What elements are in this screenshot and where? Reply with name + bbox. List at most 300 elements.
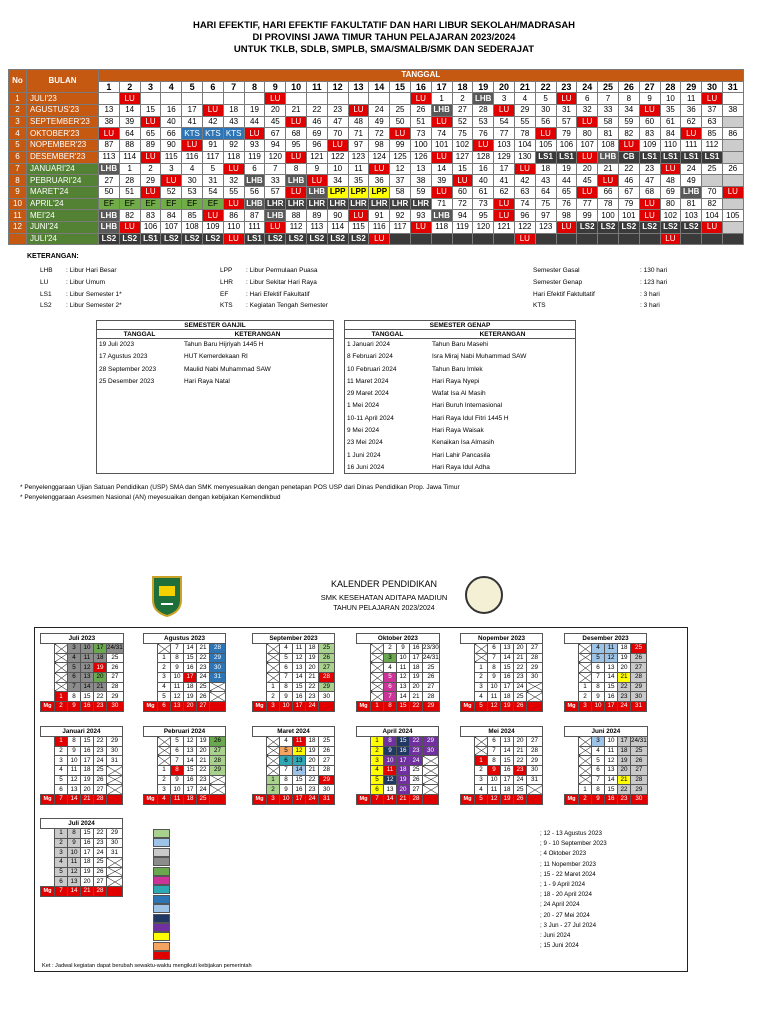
sunday-cell: 14 — [384, 795, 397, 805]
day-cell: 122 — [514, 221, 535, 233]
month-row — [9, 198, 744, 210]
day-cell: 65 — [556, 186, 577, 198]
day-cell: LS1 — [660, 151, 681, 163]
month-calendar — [460, 726, 543, 805]
date-cell — [107, 785, 123, 795]
date-cell: 12 — [171, 692, 184, 702]
day-cell: 106 — [140, 221, 161, 233]
day-cell: LS2 — [182, 233, 203, 245]
day-cell: LU — [286, 151, 307, 163]
month-name: SEPTEMBER'23 — [27, 116, 99, 128]
day-cell: 49 — [369, 116, 390, 128]
week-spacer — [357, 785, 371, 795]
day-cell: LHR — [265, 198, 286, 210]
day-cell: 110 — [223, 221, 244, 233]
day-cell: 103 — [494, 140, 515, 152]
sunday-cell: 28 — [94, 795, 107, 805]
day-cell: 125 — [390, 151, 411, 163]
day-cell: 10 — [327, 163, 348, 175]
day-header-16: 16 — [410, 81, 431, 93]
day-cell: 62 — [681, 116, 702, 128]
day-cell: 96 — [514, 210, 535, 222]
day-cell: 115 — [161, 151, 182, 163]
week-spacer — [357, 766, 371, 776]
sunday-cell — [423, 795, 439, 805]
day-cell — [722, 151, 743, 163]
date-cell: 11 — [605, 644, 618, 654]
day-cell: 45 — [577, 175, 598, 187]
date-cell: 2 — [55, 746, 68, 756]
day-cell: LS1 — [535, 151, 556, 163]
date-cell — [210, 785, 226, 795]
day-cell: LHB — [286, 175, 307, 187]
week-spacer — [41, 653, 55, 663]
day-header-9: 9 — [265, 81, 286, 93]
date-cell: 12 — [68, 775, 81, 785]
sunday-cell: 6 — [158, 702, 171, 712]
day-cell: 34 — [618, 105, 639, 117]
legend-desc: : Libur Sekitar Hari Raya — [246, 278, 317, 286]
month-calendar — [564, 633, 647, 712]
week-spacer — [41, 829, 55, 839]
date-cell: 3 — [384, 653, 397, 663]
date-cell: 29 — [631, 682, 647, 692]
day-cell — [202, 93, 223, 105]
date-cell: 18 — [618, 644, 631, 654]
date-cell: 23 — [306, 785, 319, 795]
date-cell: 7 — [384, 692, 397, 702]
holiday-date: 1 Juni 2024 — [347, 451, 381, 459]
day-cell: 20 — [577, 163, 598, 175]
day-cell: LHB — [99, 221, 120, 233]
date-cell: 3 — [592, 737, 605, 747]
day-cell: 47 — [327, 116, 348, 128]
day-cell: 15 — [140, 105, 161, 117]
day-cell: 108 — [182, 221, 203, 233]
date-cell: 8 — [592, 682, 605, 692]
day-cell: 89 — [140, 140, 161, 152]
date-cell: 24/31 — [423, 654, 439, 662]
day-cell — [473, 233, 494, 245]
sunday-cell: 14 — [68, 795, 81, 805]
date-cell: 11 — [488, 692, 501, 702]
sunday-cell: 8 — [384, 702, 397, 712]
day-cell: 35 — [348, 175, 369, 187]
day-cell: 123 — [348, 151, 369, 163]
semester-ganjil-table — [96, 320, 334, 474]
day-cell: 19 — [244, 105, 265, 117]
week-spacer — [41, 692, 55, 702]
day-cell: LU — [639, 105, 660, 117]
date-cell: 21 — [94, 682, 107, 692]
date-cell: 16 — [410, 644, 423, 654]
day-cell: 56 — [535, 116, 556, 128]
day-header-12: 12 — [327, 81, 348, 93]
date-cell: 24 — [514, 775, 527, 785]
day-header-2: 2 — [119, 81, 140, 93]
day-cell: 33 — [598, 105, 619, 117]
day-cell: 38 — [410, 175, 431, 187]
day-cell: LHB — [99, 210, 120, 222]
day-cell: LU — [223, 163, 244, 175]
day-cell: 99 — [577, 210, 598, 222]
day-cell: LS2 — [639, 221, 660, 233]
date-cell: 5 — [280, 746, 293, 756]
day-cell — [535, 233, 556, 245]
day-cell: LU — [140, 151, 161, 163]
date-cell: 22 — [618, 785, 631, 795]
day-cell — [390, 233, 411, 245]
date-cell: 11 — [293, 737, 306, 747]
week-spacer — [144, 756, 158, 766]
date-cell: 25 — [319, 737, 335, 747]
date-cell: 16 — [81, 746, 94, 756]
date-cell: 7 — [171, 756, 184, 766]
day-cell: LU — [369, 233, 390, 245]
date-cell: 26 — [423, 673, 440, 683]
week-spacer — [357, 682, 371, 692]
day-cell: 109 — [639, 140, 660, 152]
date-cell: 13 — [605, 663, 618, 673]
date-cell: 20 — [94, 673, 107, 683]
col-no-header: No — [9, 70, 27, 93]
day-cell: 91 — [369, 210, 390, 222]
date-cell: 16 — [293, 692, 306, 702]
day-cell: 36 — [681, 105, 702, 117]
ganjil-title: SEMESTER GANJIL — [97, 321, 333, 330]
day-cell: LS2 — [681, 221, 702, 233]
day-cell: LU — [618, 140, 639, 152]
sunday-cell: 29 — [423, 702, 440, 712]
day-cell: 31 — [202, 175, 223, 187]
day-cell: LU — [431, 151, 452, 163]
date-cell: 8 — [384, 737, 397, 747]
day-cell: 124 — [369, 151, 390, 163]
date-cell — [107, 867, 123, 877]
month-calendar — [143, 726, 226, 805]
sunday-cell: 21 — [81, 795, 94, 805]
sunday-cell: 7 — [55, 795, 68, 805]
holiday-desc: Hari Raya Waisak — [432, 427, 484, 435]
holiday-date: 1 Januari 2024 — [347, 341, 391, 348]
day-cell: LU — [306, 175, 327, 187]
month-name: APRIL'24 — [27, 198, 99, 210]
day-cell: LU — [494, 210, 515, 222]
date-cell: 15 — [184, 653, 197, 663]
date-cell: 16 — [501, 673, 514, 683]
week-spacer — [253, 663, 267, 673]
day-cell: LS1 — [639, 151, 660, 163]
day-cell: LHR — [390, 198, 411, 210]
month-title: Desember 2023 — [565, 634, 647, 644]
date-cell: 11 — [68, 858, 81, 868]
date-cell: 30 — [423, 746, 439, 756]
date-cell — [107, 775, 123, 785]
title-line-2: DI PROVINSI JAWA TIMUR TAHUN PELAJARAN 2023/2024 — [252, 32, 516, 43]
date-cell: 1 — [158, 766, 171, 776]
holiday-date: 29 Maret 2024 — [347, 390, 389, 398]
week-spacer — [565, 756, 579, 766]
date-cell: 29 — [423, 737, 439, 747]
day-cell: LHB — [681, 186, 702, 198]
date-cell: 15 — [501, 756, 514, 766]
day-cell: 54 — [494, 116, 515, 128]
day-cell: LU — [494, 105, 515, 117]
week-spacer — [357, 775, 371, 785]
week-spacer — [253, 644, 267, 654]
date-cell: 18 — [618, 746, 631, 756]
col-tanggal-header: TANGGAL — [99, 70, 744, 82]
day-cell: 77 — [577, 198, 598, 210]
legend-date: ; 3 Jun - 27 Jul 2024 — [540, 921, 597, 929]
day-cell: LU — [348, 210, 369, 222]
note-1: * Penyelenggaraan Ujian Satuan Pendidikan (USP) SMA dan SMK menyesuaikan dengan penetapan POS USP dari Dinas Pendidikan Prop. Jawa Timur — [20, 484, 460, 491]
sunday-label: Mg — [41, 702, 55, 712]
sunday-cell: 1 — [371, 702, 384, 712]
date-cell: 16 — [397, 746, 410, 756]
day-cell: 96 — [306, 140, 327, 152]
week-spacer — [565, 746, 579, 756]
day-cell: 56 — [244, 186, 265, 198]
date-cell — [371, 673, 384, 683]
date-cell: 13 — [184, 746, 197, 756]
date-cell: 14 — [501, 746, 514, 756]
day-cell: LU — [369, 163, 390, 175]
day-cell: LS2 — [119, 233, 140, 245]
day-cell: 64 — [119, 128, 140, 140]
date-cell: 1 — [579, 785, 592, 795]
day-cell: EF — [202, 198, 223, 210]
legend-date: ; 4 Oktober 2023 — [540, 850, 587, 858]
date-cell: 6 — [55, 785, 68, 795]
date-cell: 26 — [631, 653, 647, 663]
week-spacer — [253, 692, 267, 702]
month-row — [9, 128, 744, 140]
day-cell: 93 — [410, 210, 431, 222]
week-spacer — [357, 644, 371, 654]
day-cell: 27 — [99, 175, 120, 187]
calendar-school: SMK KESEHATAN ADITAPA MADIUN — [320, 593, 448, 602]
date-cell: 14 — [605, 673, 618, 683]
sunday-cell: 17 — [293, 795, 306, 805]
legend-code: Hari Efektif Faktultatif — [533, 290, 595, 298]
month-title: Juli 2024 — [41, 819, 123, 829]
sunday-cell: 10 — [280, 795, 293, 805]
day-cell — [598, 233, 619, 245]
day-cell — [639, 233, 660, 245]
month-calendar — [40, 633, 124, 712]
date-cell: 29 — [107, 692, 124, 702]
date-cell — [371, 663, 384, 673]
date-cell: 5 — [592, 756, 605, 766]
date-cell — [579, 766, 592, 776]
legend-swatch — [153, 904, 170, 913]
date-cell: 27 — [631, 766, 648, 776]
month-calendar — [252, 633, 335, 712]
date-cell: 23 — [514, 673, 527, 683]
day-cell: 74 — [431, 128, 452, 140]
legend-code: LS2 — [40, 302, 52, 310]
day-cell: 111 — [681, 140, 702, 152]
day-cell: 55 — [223, 186, 244, 198]
date-cell: 13 — [293, 756, 306, 766]
day-header-3: 3 — [140, 81, 161, 93]
day-header-22: 22 — [535, 81, 556, 93]
date-cell: 17 — [501, 682, 514, 692]
date-cell: 1 — [475, 663, 488, 673]
month-title: Nopember 2023 — [461, 634, 543, 644]
day-cell: 67 — [618, 186, 639, 198]
week-spacer — [461, 785, 475, 795]
day-cell: 103 — [681, 210, 702, 222]
week-spacer — [41, 756, 55, 766]
date-cell: 18 — [397, 766, 410, 776]
day-cell — [681, 233, 702, 245]
holiday-row — [97, 351, 333, 363]
day-cell: 129 — [494, 151, 515, 163]
day-cell: 122 — [327, 151, 348, 163]
day-cell: LU — [556, 221, 577, 233]
date-cell: 3 — [158, 785, 171, 795]
date-cell: 12 — [293, 653, 306, 663]
day-cell: 105 — [722, 210, 743, 222]
sunday-cell: 24 — [306, 795, 319, 805]
date-cell: 27 — [94, 877, 107, 887]
date-cell: 12 — [293, 746, 306, 756]
date-cell: 17 — [618, 737, 631, 747]
day-cell: 37 — [390, 175, 411, 187]
day-cell: 120 — [265, 151, 286, 163]
day-header-19: 19 — [473, 81, 494, 93]
day-cell: 38 — [99, 116, 120, 128]
week-spacer — [461, 756, 475, 766]
date-cell: 17 — [81, 848, 94, 858]
day-header-23: 23 — [556, 81, 577, 93]
day-cell: 94 — [265, 140, 286, 152]
day-cell: LU — [514, 163, 535, 175]
date-cell: 23 — [410, 746, 423, 756]
day-cell: 17 — [494, 163, 515, 175]
date-cell — [55, 682, 68, 692]
day-cell: 29 — [514, 105, 535, 117]
day-cell: 40 — [473, 175, 494, 187]
day-header-4: 4 — [161, 81, 182, 93]
sunday-cell: 30 — [107, 702, 124, 712]
day-cell: 83 — [639, 128, 660, 140]
date-cell: 2 — [267, 785, 280, 795]
day-cell: LU — [598, 175, 619, 187]
date-cell — [267, 766, 280, 776]
week-spacer — [41, 867, 55, 877]
date-cell — [423, 766, 439, 776]
date-cell: 15 — [397, 737, 410, 747]
sunday-label: Mg — [253, 795, 267, 805]
day-cell: LHB — [306, 186, 327, 198]
legend-swatch — [153, 848, 170, 857]
date-cell: 5 — [55, 867, 68, 877]
row-number: 4 — [9, 128, 27, 140]
day-cell: 102 — [660, 210, 681, 222]
date-cell — [55, 653, 68, 663]
date-cell: 20 — [397, 785, 410, 795]
holiday-desc: Tahun Baru Masehi — [432, 341, 489, 348]
legend-code: LHB — [40, 267, 53, 274]
row-number: 6 — [9, 151, 27, 163]
date-cell — [55, 673, 68, 683]
date-cell: 23 — [197, 775, 210, 785]
day-cell — [390, 93, 411, 105]
legend-swatch — [153, 895, 170, 904]
date-cell: 1 — [55, 737, 68, 747]
day-cell: LHB — [265, 210, 286, 222]
day-cell: 57 — [265, 186, 286, 198]
date-cell: 17 — [410, 653, 423, 663]
month-row — [9, 151, 744, 163]
day-cell: 46 — [306, 116, 327, 128]
sunday-cell: 22 — [410, 702, 423, 712]
date-cell — [267, 653, 280, 663]
day-cell: LHB — [244, 175, 265, 187]
day-cell: 117 — [202, 151, 223, 163]
day-cell: 126 — [410, 151, 431, 163]
week-spacer — [565, 775, 579, 785]
date-cell: 28 — [107, 682, 124, 692]
date-cell: 19 — [184, 692, 197, 702]
date-cell: 18 — [501, 785, 514, 795]
date-cell: 14 — [184, 756, 197, 766]
row-number: 8 — [9, 175, 27, 187]
day-cell: 30 — [182, 175, 203, 187]
day-cell — [410, 233, 431, 245]
day-cell: 121 — [306, 151, 327, 163]
ganjil-h1: TANGGAL — [123, 331, 156, 338]
day-cell: 94 — [452, 210, 473, 222]
date-cell: 22 — [94, 737, 107, 747]
month-name: NOPEMBER'23 — [27, 140, 99, 152]
date-cell: 5 — [171, 737, 184, 747]
week-spacer — [253, 737, 267, 747]
day-cell: 115 — [348, 221, 369, 233]
day-cell: LU — [327, 140, 348, 152]
sunday-label: Mg — [41, 887, 55, 897]
legend-desc: : Hari Efektif Fakultatif — [246, 290, 310, 298]
date-cell: 2 — [384, 644, 397, 654]
day-cell: 65 — [140, 128, 161, 140]
day-cell: LU — [639, 198, 660, 210]
week-spacer — [565, 737, 579, 747]
date-cell: 15 — [81, 829, 94, 839]
month-title: Juni 2024 — [565, 727, 648, 737]
day-header-27: 27 — [639, 81, 660, 93]
day-cell: 51 — [410, 116, 431, 128]
day-cell: 89 — [306, 210, 327, 222]
date-cell: 30 — [107, 746, 123, 756]
date-cell: 11 — [605, 746, 618, 756]
day-cell: 24 — [681, 163, 702, 175]
day-cell: 113 — [306, 221, 327, 233]
day-cell: 76 — [473, 128, 494, 140]
date-cell — [579, 653, 592, 663]
day-cell: 100 — [598, 210, 619, 222]
date-cell: 17 — [81, 756, 94, 766]
sunday-cell: 9 — [592, 795, 605, 805]
sunday-cell: 28 — [94, 887, 107, 897]
day-cell: 83 — [140, 210, 161, 222]
date-cell: 23 — [197, 663, 210, 673]
date-cell: 24 — [514, 682, 527, 692]
sunday-label: Mg — [357, 702, 371, 712]
day-cell: LU — [681, 128, 702, 140]
